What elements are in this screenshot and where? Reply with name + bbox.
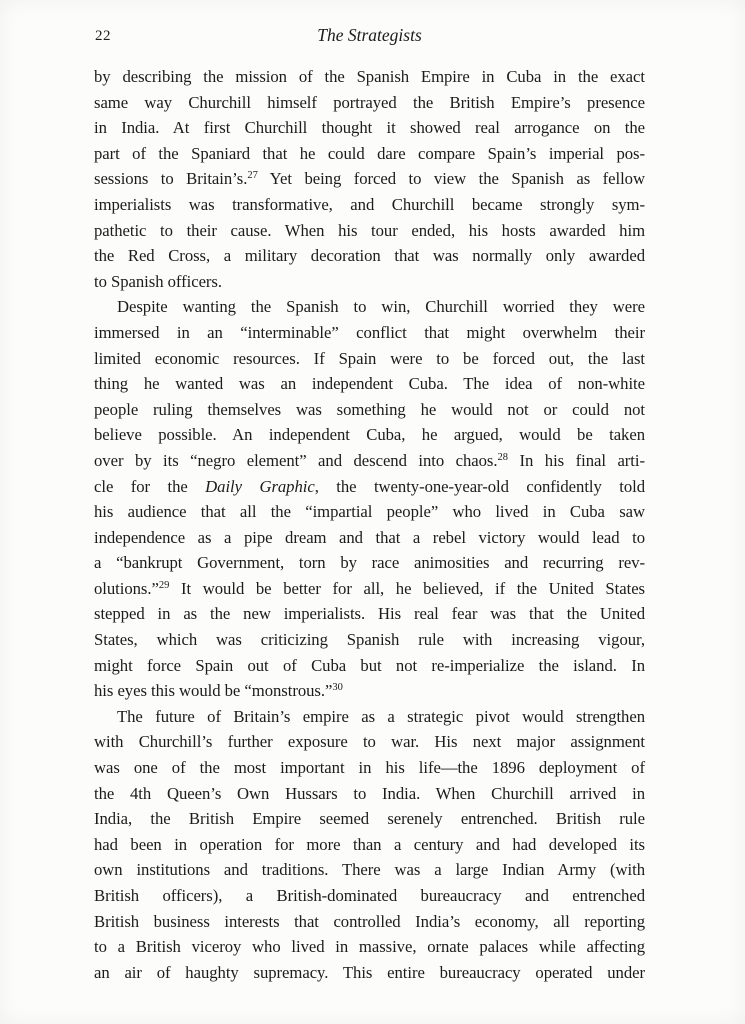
text-line <box>94 960 645 986</box>
text-run: In his final arti- <box>508 450 645 470</box>
text-line <box>94 269 645 295</box>
text-line <box>94 576 645 602</box>
text-run: by describing the mission of the Spanish Empire in Cuba in the exact <box>94 67 645 86</box>
text-run: an air of haughty supremacy. This entire bureaucracy operated under <box>94 962 645 982</box>
text-run: in India. At first Churchill thought it showed real arrogance on the <box>94 118 645 138</box>
text-line <box>94 909 645 935</box>
text-line <box>94 397 645 423</box>
text-run: , the twenty-one-year-old confidently told <box>314 476 645 496</box>
text-line <box>94 755 645 781</box>
text-line <box>94 90 645 116</box>
text-line <box>94 346 645 372</box>
text-run: to Spanish officers. <box>94 271 223 291</box>
text-line <box>94 729 645 755</box>
text-run: stepped in as the new imperialists. His real fear was that the United <box>94 604 645 624</box>
text-line <box>94 550 645 576</box>
text-line <box>94 218 645 244</box>
text-line <box>94 192 645 218</box>
footnote-marker: 27 <box>247 170 258 182</box>
text-run: India, the British Empire seemed serenely entrenched. British rule <box>94 809 645 829</box>
text-run: the 4th Queen’s Own Hussars to India. When Churchill arrived in <box>94 783 645 803</box>
running-head: The Strategists <box>317 25 422 45</box>
text-run: his audience that all the “impartial people” who lived in Cuba saw <box>94 502 645 522</box>
text-run: olutions.” <box>94 578 159 598</box>
footnote-marker: 30 <box>332 682 343 694</box>
text-line <box>94 832 645 858</box>
text-line <box>94 525 645 551</box>
text-run: imperialists was transformative, and Churchill became strongly sym- <box>94 194 645 214</box>
text-run: cle for the <box>94 476 206 496</box>
text-run: with Churchill’s further exposure to war. His next major assignment <box>94 732 645 752</box>
text-line <box>94 678 645 704</box>
page-header <box>94 25 645 47</box>
text-line <box>94 653 645 679</box>
text-line <box>94 704 645 730</box>
text-run: his eyes this would be “monstrous.” <box>94 681 333 701</box>
text-run: believe possible. An independent Cuba, he argued, would be taken <box>94 425 645 445</box>
text-line <box>94 64 645 90</box>
text-run: It would be better for all, he believed, if the United States <box>169 578 645 598</box>
text-run: over by its “negro element” and descend into chaos. <box>94 450 498 470</box>
text-run: The future of Britain’s empire as a strategic pivot would strengthen <box>117 706 645 726</box>
text-run: thing he wanted was an independent Cuba. The idea of non-white <box>94 374 645 394</box>
footnote-marker: 28 <box>497 451 509 463</box>
text-line <box>94 781 645 807</box>
text-run: pathetic to their cause. When his tour ended, his hosts awarded him <box>94 220 645 240</box>
text-line <box>94 371 645 397</box>
text-run: immersed in an “interminable” conflict that might overwhelm their <box>94 322 645 342</box>
text-line <box>94 627 645 653</box>
text-run: independence as a pipe dream and that a rebel victory would lead to <box>94 527 645 547</box>
page-number: 22 <box>95 28 111 44</box>
text-line <box>94 806 645 832</box>
text-run: part of the Spaniard that he could dare compare Spain’s imperial pos- <box>94 143 645 163</box>
footnote-marker: 29 <box>158 579 170 591</box>
text-line <box>94 141 645 167</box>
paragraph <box>94 704 645 986</box>
text-run: limited economic resources. If Spain were to be forced out, the last <box>94 348 645 368</box>
text-run: British officers), a British-dominated bureaucracy and entrenched <box>94 886 645 905</box>
text-run: people ruling themselves was something he would not or could not <box>94 399 645 419</box>
text-line <box>94 499 645 525</box>
text-line <box>94 166 645 192</box>
text-run: was one of the most important in his life—the 1896 deployment of <box>94 758 645 778</box>
text-run: to a British viceroy who lived in massive, ornate palaces while affecting <box>94 937 645 957</box>
text-line <box>94 474 645 500</box>
text-line <box>94 601 645 627</box>
paragraph <box>94 64 645 294</box>
text-run: might force Spain out of Cuba but not re-imperialize the island. In <box>94 655 645 675</box>
text-run: British business interests that controlled India’s economy, all reporting <box>94 911 645 931</box>
paragraph <box>94 294 645 704</box>
text-run: a “bankrupt Government, torn by race animosities and recurring rev- <box>94 553 645 573</box>
text-run: same way Churchill himself portrayed the British Empire’s presence <box>94 92 645 112</box>
italic-title-run: Daily Graphic <box>205 476 315 496</box>
text-line <box>94 422 645 448</box>
text-run: sessions to Britain’s. <box>94 169 248 189</box>
text-line <box>94 320 645 346</box>
text-line <box>94 448 645 474</box>
text-line <box>94 294 645 320</box>
text-line <box>94 934 645 960</box>
text-run: Despite wanting the Spanish to win, Churchill worried they were <box>117 297 645 317</box>
text-line <box>94 115 645 141</box>
text-run: had been in operation for more than a century and had developed its <box>94 834 645 854</box>
text-line <box>94 857 645 883</box>
text-run: States, which was criticizing Spanish rule with increasing vigour, <box>94 630 645 650</box>
text-line <box>94 243 645 269</box>
text-run: Yet being forced to view the Spanish as fellow <box>257 169 645 189</box>
page-body <box>94 64 645 985</box>
text-line <box>94 883 645 909</box>
text-run: own institutions and traditions. There was a large Indian Army (with <box>94 860 645 880</box>
text-run: the Red Cross, a military decoration that was normally only awarded <box>94 246 645 266</box>
